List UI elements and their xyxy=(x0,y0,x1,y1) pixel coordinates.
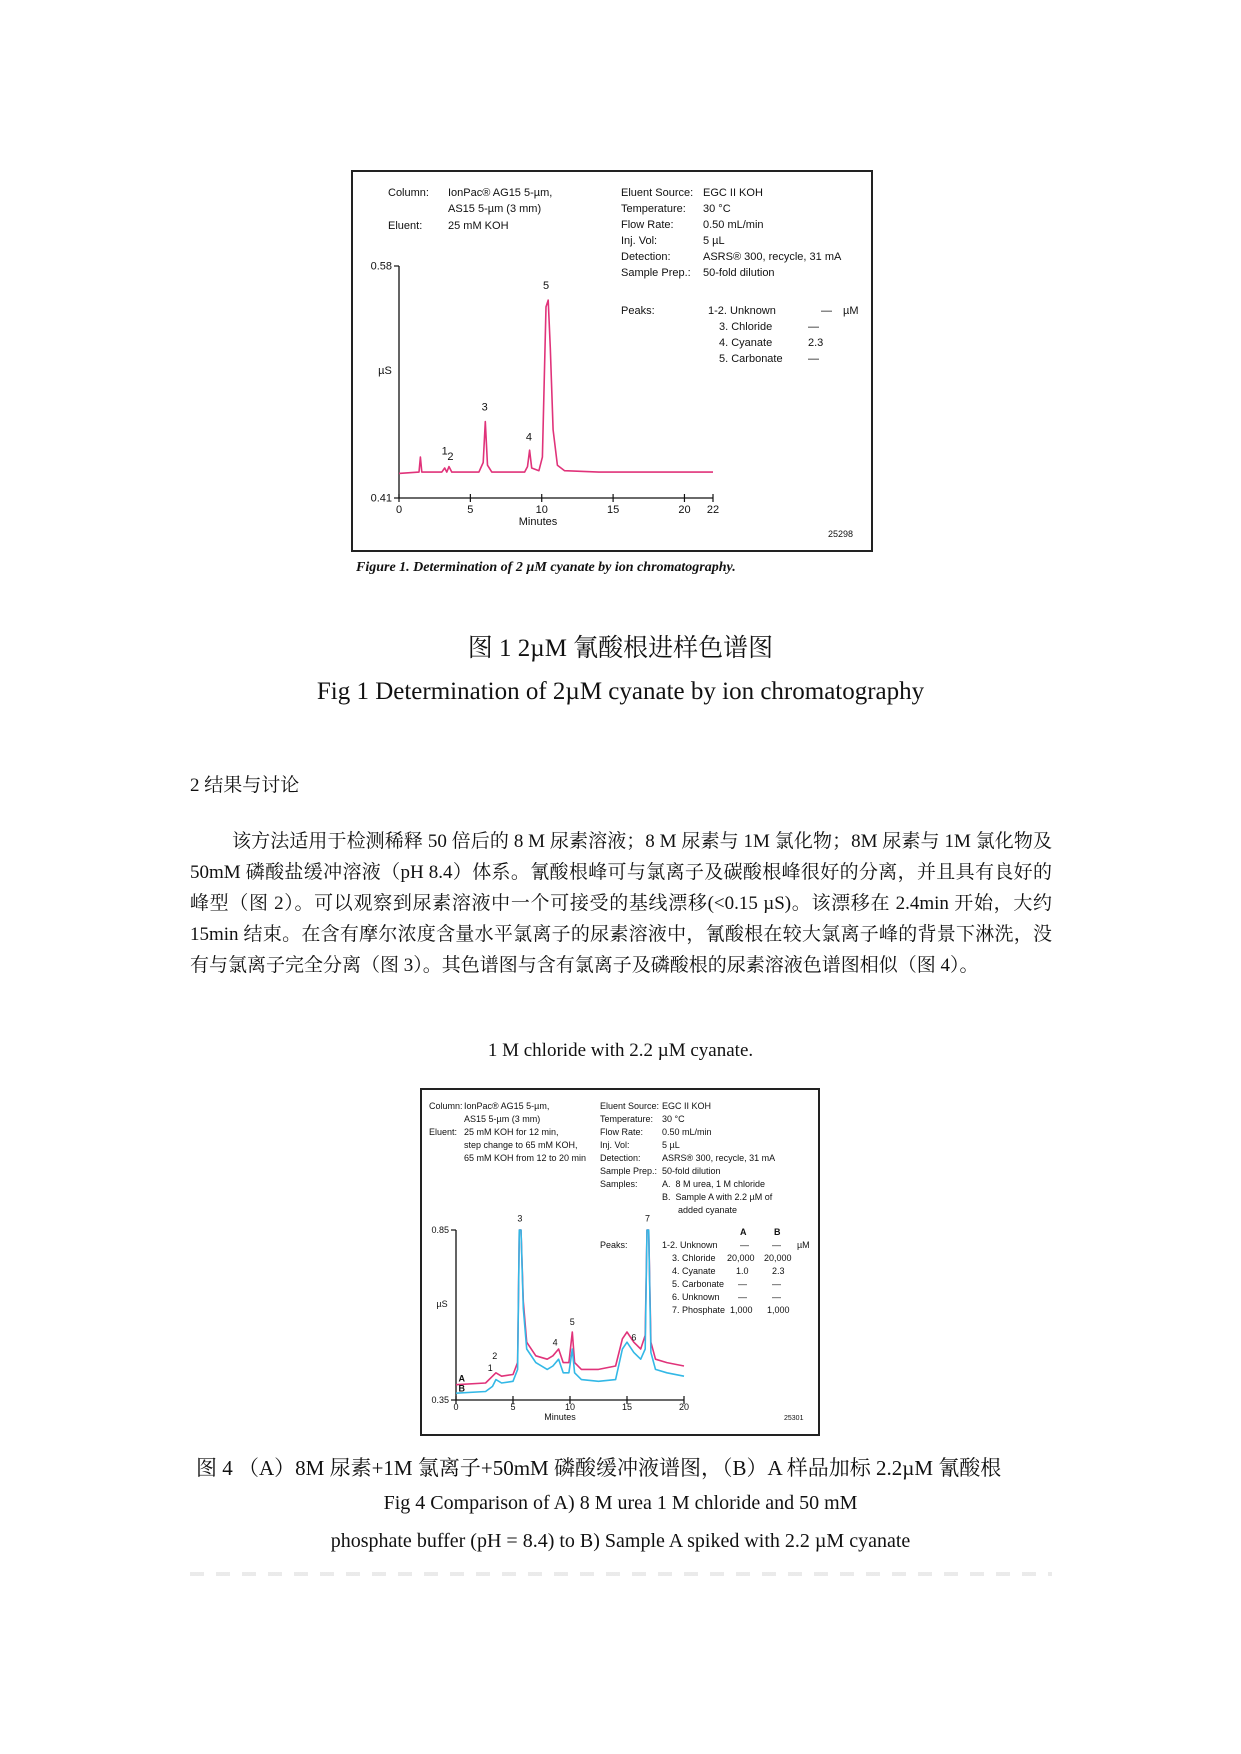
fig4-peaks-label: Peaks: xyxy=(600,1240,628,1250)
peak-label-5: 5 xyxy=(542,280,550,293)
x-tick-label: 0 xyxy=(453,1402,459,1412)
x-tick-label: 5 xyxy=(467,504,474,516)
fig1-inj-vol-label: Inj. Vol: xyxy=(621,235,658,247)
fig4-inj-vol-value: 5 µL xyxy=(662,1140,680,1150)
fig4-samples-value-1: A. 8 M urea, 1 M chloride xyxy=(662,1179,766,1189)
fig4-column-value-1: IonPac® AG15 5-µm, xyxy=(464,1101,550,1111)
fig4-code: 25301 xyxy=(784,1415,804,1422)
fig1-flow-rate-value: 0.50 mL/min xyxy=(703,219,764,231)
fig4-flow-rate-label: Flow Rate: xyxy=(600,1127,644,1137)
fig1-peaks-label: Peaks: xyxy=(621,305,655,317)
y-tick-label: 0.58 xyxy=(370,260,392,273)
x-axis-label: Minutes xyxy=(518,516,558,528)
fig1-sample-prep-label: Sample Prep.: xyxy=(621,267,691,279)
fig1-eluent-value: 25 mM KOH xyxy=(448,220,509,232)
fig1-flow-rate-label: Flow Rate: xyxy=(621,219,674,231)
y-tick-label: 0.35 xyxy=(431,1395,449,1405)
peak-label-3: 3 xyxy=(481,401,488,414)
fig4-column-value-2: AS15 5-µm (3 mm) xyxy=(464,1114,541,1124)
fig4-sample-prep-value: 50-fold dilution xyxy=(662,1166,721,1176)
fig1-peak-1-unit: µM xyxy=(843,305,859,317)
fig1-detection-label: Detection: xyxy=(621,251,671,263)
fig4-column-label: Column: xyxy=(429,1101,463,1111)
fig4-col-b: B xyxy=(774,1227,781,1237)
fig4-peak-3-name: 4. Cyanate xyxy=(672,1266,716,1276)
fig4-peak-6-name: 7. Phosphate xyxy=(672,1305,726,1315)
fig4-peak-1-b: — xyxy=(772,1240,781,1250)
peak-label-7: 7 xyxy=(645,1213,651,1224)
fig4-peak-2-name: 3. Chloride xyxy=(672,1253,716,1263)
y-tick-label: 0.41 xyxy=(370,492,392,505)
fig4-eluent-source-value: EGC II KOH xyxy=(662,1101,712,1111)
fig4-peak-1-a: — xyxy=(740,1240,749,1250)
trace-label-B: B xyxy=(458,1383,465,1394)
fig1-peak-4-value: — xyxy=(808,353,819,365)
fig4-peak-2-a: 20,000 xyxy=(727,1253,755,1263)
y-axis-label: µS xyxy=(436,1299,448,1309)
y-axis-label: µS xyxy=(378,365,392,377)
x-axis-label: Minutes xyxy=(544,1412,576,1422)
fig4-peak-1-name: 1-2. Unknown xyxy=(662,1240,718,1250)
fig1-eluent-source-label: Eluent Source: xyxy=(621,187,694,199)
fig4-flow-rate-value: 0.50 mL/min xyxy=(662,1127,712,1137)
fig1-inj-vol-value: 5 µL xyxy=(703,235,725,247)
fig1-column-label: Column: xyxy=(388,187,429,199)
fig1-temperature-label: Temperature: xyxy=(621,203,686,215)
fig4-peak-3-a: 1.0 xyxy=(736,1266,749,1276)
peak-label-1: 1 xyxy=(487,1363,493,1374)
fig1-detection-value: ASRS® 300, recycle, 31 mA xyxy=(703,251,842,263)
x-tick-label: 5 xyxy=(510,1402,516,1412)
fig4-peak-6-a: 1,000 xyxy=(730,1305,753,1315)
fig4-detection-value: ASRS® 300, recycle, 31 mA xyxy=(662,1153,776,1163)
fig4-sample-prep-label: Sample Prep.: xyxy=(600,1166,658,1176)
fig4-inj-vol-label: Inj. Vol: xyxy=(600,1140,630,1150)
y-tick-label: 0.85 xyxy=(431,1225,449,1235)
fig1-sample-prep-value: 50-fold dilution xyxy=(703,267,775,279)
x-tick-label: 20 xyxy=(678,1402,690,1412)
fig1-eluent-label: Eluent: xyxy=(388,220,423,232)
fig4-caption-en-2: phosphate buffer (pH = 8.4) to B) Sample A spiked with 2.2 µM cyanate xyxy=(330,1530,911,1552)
fig4-samples-value-3: added cyanate xyxy=(678,1205,738,1215)
fig4-samples-value-2: B. Sample A with 2.2 µM of xyxy=(662,1192,773,1202)
fig4-samples-label: Samples: xyxy=(600,1179,638,1189)
peak-label-2: 2 xyxy=(447,450,454,463)
fig4-eluent-label: Eluent: xyxy=(429,1127,458,1137)
section-paragraph: 该方法适用于检测稀释 50 倍后的 8 M 尿素溶液；8 M 尿素与 1M 氯化物；8M 尿素与 1M 氯化物及 50mM 磷酸盐缓冲溶液（pH 8.4）体系。氰酸根峰可与氯离子及碳酸根峰很好的分离，并且具有良好的峰型（图 2）。可以观察到尿素溶液中一个可接受的基线漂移(<0.15 µS)。该漂移在 2.4min 开始，大约 15min 结束。在含有摩尔浓度含量水平氯离子的尿素溶液中，氰酸根在较大氯离子峰的背景下淋洗，没有与氯离子完全分离（图 3）。其色谱图与含有氯离子及磷酸根的尿素溶液色谱图相似（图 4）。 xyxy=(190,831,1052,976)
section-heading: 2 结果与讨论 xyxy=(190,775,300,796)
figure-1 xyxy=(351,170,873,552)
fig4-peak-4-name: 5. Carbonate xyxy=(672,1279,725,1289)
peak-label-4: 4 xyxy=(552,1337,558,1348)
fig1-peak-1-value: — xyxy=(821,305,832,317)
fig4-temperature-label: Temperature: xyxy=(600,1114,654,1124)
fig4-eluent-value-1: 25 mM KOH for 12 min, xyxy=(464,1127,559,1137)
fig1-peak-3-name: 4. Cyanate xyxy=(719,337,773,349)
fig1-peak-4-name: 5. Carbonate xyxy=(719,353,783,365)
fig4-peak-3-b: 2.3 xyxy=(772,1266,785,1276)
fig4-chromatogram xyxy=(422,1090,818,1434)
section-subtitle: 1 M chloride with 2.2 µM cyanate. xyxy=(487,1040,754,1061)
peak-label-2: 2 xyxy=(492,1351,498,1362)
fig1-caption-en-italic: Figure 1. Determination of 2 µM cyanate by ion chromatography. xyxy=(356,560,736,575)
fig1-column-value-2: AS15 5-µm (3 mm) xyxy=(448,203,542,215)
x-tick-label: 20 xyxy=(678,504,691,516)
fig4-peak-4-a: — xyxy=(738,1279,747,1289)
fig4-peak-6-b: 1,000 xyxy=(767,1305,790,1315)
figure-4 xyxy=(420,1088,820,1436)
fig1-column-value-1: IonPac® AG15 5-µm, xyxy=(448,187,553,199)
fig1-code: 25298 xyxy=(828,529,854,539)
fig1-caption-en: Fig 1 Determination of 2µM cyanate by ion chromatography xyxy=(316,678,925,705)
fig1-peak-3-value: 2.3 xyxy=(808,337,824,349)
x-tick-label: 22 xyxy=(706,504,720,516)
fig4-detection-label: Detection: xyxy=(600,1153,641,1163)
fig1-peak-2-name: 3. Chloride xyxy=(719,321,773,333)
peak-label-6: 6 xyxy=(631,1332,637,1343)
fig4-peak-1-unit: µM xyxy=(797,1240,810,1250)
fig4-caption-en-1: Fig 4 Comparison of A) 8 M urea 1 M chloride and 50 mM xyxy=(383,1492,858,1514)
peak-label-5: 5 xyxy=(569,1317,575,1328)
fig4-temperature-value: 30 °C xyxy=(662,1114,685,1124)
trace-label-A: A xyxy=(458,1373,465,1384)
fig1-chromatogram xyxy=(353,172,871,550)
fig4-peak-5-name: 6. Unknown xyxy=(672,1292,720,1302)
fig4-peak-5-b: — xyxy=(772,1292,781,1302)
peak-label-4: 4 xyxy=(525,431,532,444)
x-tick-label: 15 xyxy=(621,1402,633,1412)
fig4-peak-2-b: 20,000 xyxy=(764,1253,792,1263)
fig1-caption-cn: 图 1 2µM 氰酸根进样色谱图 xyxy=(467,635,774,662)
fig4-peak-4-b: — xyxy=(772,1279,781,1289)
x-tick-label: 10 xyxy=(535,504,548,516)
fig1-peak-2-value: — xyxy=(808,321,819,333)
peak-label-3: 3 xyxy=(517,1213,523,1224)
fig4-eluent-value-3: 65 mM KOH from 12 to 20 min xyxy=(464,1153,587,1163)
fig4-peak-5-a: — xyxy=(738,1292,747,1302)
x-tick-label: 0 xyxy=(395,504,403,516)
fig4-eluent-value-2: step change to 65 mM KOH, xyxy=(464,1140,578,1150)
fig1-eluent-source-value: EGC II KOH xyxy=(703,187,763,199)
fig1-temperature-value: 30 °C xyxy=(703,203,731,215)
fig1-peak-1-name: 1-2. Unknown xyxy=(708,305,776,317)
peak-label-1: 1 xyxy=(441,445,448,458)
x-tick-label: 10 xyxy=(564,1402,576,1412)
fig4-col-a: A xyxy=(740,1227,747,1237)
x-tick-label: 15 xyxy=(606,504,620,516)
fig4-eluent-source-label: Eluent Source: xyxy=(600,1101,660,1111)
cut-off-text-line xyxy=(190,1572,1052,1576)
fig4-caption-cn: 图 4 （A）8M 尿素+1M 氯离子+50mM 磷酸缓冲液谱图，（B）A 样品加标 2.2µM 氰酸根 xyxy=(196,1456,1002,1480)
